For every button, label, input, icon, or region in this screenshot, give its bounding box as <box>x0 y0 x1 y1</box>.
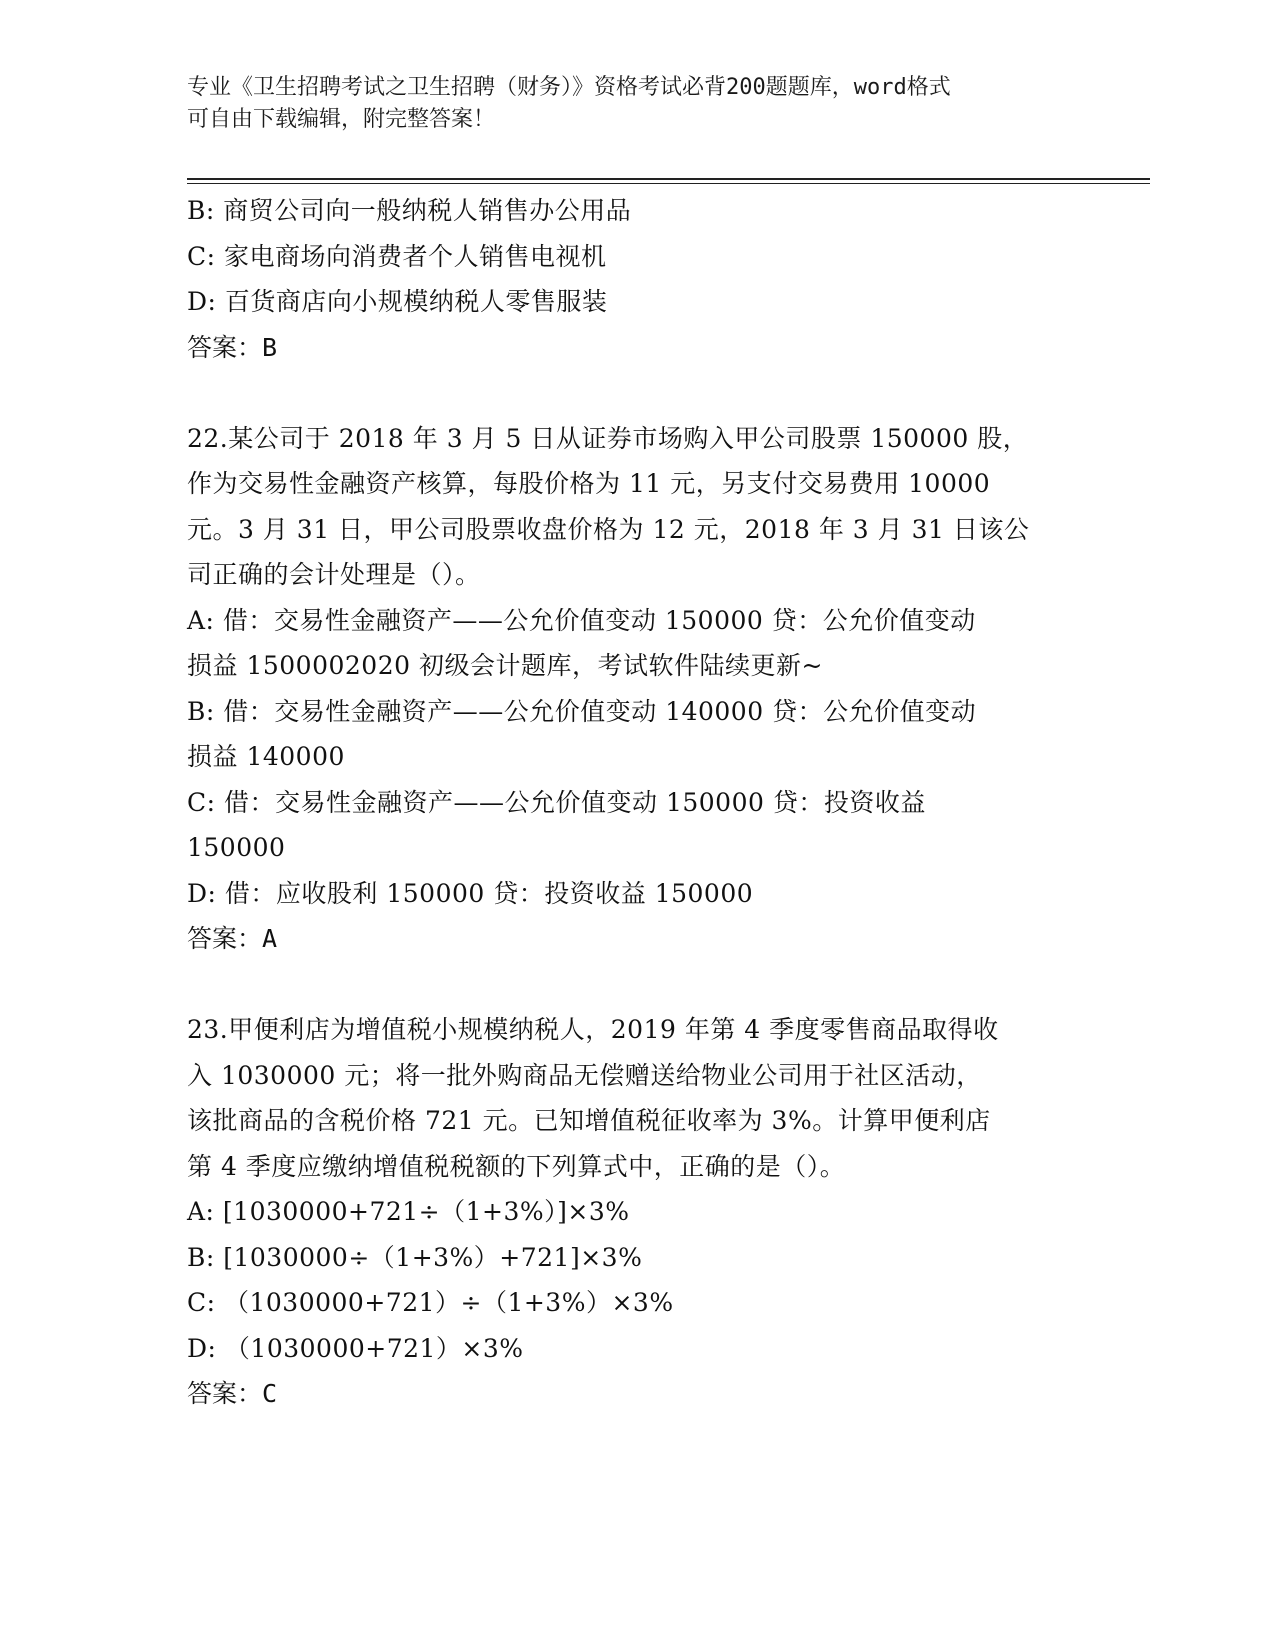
option-c-continued: 150000 <box>187 833 286 862</box>
option-b: B: [1030000÷（1+3%）+721]×3% <box>187 1242 643 1272</box>
question-22 <box>187 416 1087 962</box>
question-stem-line: 作为交易性金融资产核算，每股价格为 11 元，另支付交易费用 10000 <box>187 469 991 498</box>
option-d: D: 借：应收股利 150000 贷：投资收益 150000 <box>187 878 754 908</box>
option-c: C: 借：交易性金融资产——公允价值变动 150000 贷：投资收益 <box>187 787 926 817</box>
header-line-2: 可自由下载编辑，附完整答案！ <box>187 107 496 132</box>
option-d: D: 百货商店向小规模纳税人零售服装 <box>187 287 608 316</box>
document-header <box>187 72 1067 136</box>
spacer <box>187 962 1087 1008</box>
header-divider-thin <box>187 183 1150 184</box>
question-stem-line: 22.某公司于 2018 年 3 月 5 日从证券市场购入甲公司股票 150000 股， <box>187 423 1029 453</box>
question-stem-line: 第 4 季度应缴纳增值税税额的下列算式中，正确的是（）。 <box>187 1151 846 1181</box>
header-divider-thick <box>187 178 1150 180</box>
question-23 <box>187 1007 1087 1417</box>
header-line-1: 专业《卫生招聘考试之卫生招聘（财务）》资格考试必背200题题库，word格式 <box>187 75 951 100</box>
option-b: B: 借：交易性金融资产——公允价值变动 140000 贷：公允价值变动 <box>187 696 977 726</box>
option-d: D: （1030000+721）×3% <box>187 1333 524 1363</box>
question-21-continued <box>187 188 1087 370</box>
question-stem-line: 该批商品的含税价格 721 元。已知增值税征收率为 3%。计算甲便利店 <box>187 1106 991 1135</box>
question-stem-line: 司正确的会计处理是（）。 <box>187 560 481 589</box>
answer-line: 答案：C <box>187 1379 278 1408</box>
question-stem-line: 元。3 月 31 日，甲公司股票收盘价格为 12 元，2018 年 3 月 31 日该公 <box>187 514 1030 544</box>
option-a: A: [1030000+721÷（1+3%）]×3% <box>187 1197 630 1226</box>
option-b-continued: 损益 140000 <box>187 742 345 771</box>
option-a-continued: 损益 1500002020 初级会计题库，考试软件陆续更新~ <box>187 651 823 680</box>
option-c: C: （1030000+721）÷（1+3%）×3% <box>187 1288 674 1317</box>
document-body <box>187 188 1087 1417</box>
option-a: A: 借：交易性金融资产——公允价值变动 150000 贷：公允价值变动 <box>187 605 976 635</box>
question-stem-line: 23.甲便利店为增值税小规模纳税人，2019 年第 4 季度零售商品取得收 <box>187 1015 999 1044</box>
option-b: B: 商贸公司向一般纳税人销售办公用品 <box>187 196 632 225</box>
spacer <box>187 370 1087 416</box>
answer-line: 答案：B <box>187 332 278 362</box>
answer-line: 答案：A <box>187 924 278 953</box>
question-stem-line: 入 1030000 元；将一批外购商品无偿赠送给物业公司用于社区活动， <box>187 1060 982 1090</box>
option-c: C: 家电商场向消费者个人销售电视机 <box>187 241 607 271</box>
